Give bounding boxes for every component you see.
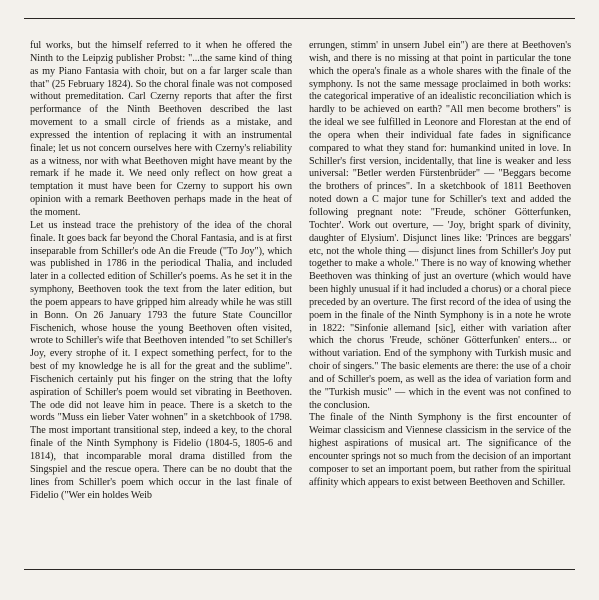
left-column [30,40,292,502]
left-paragraph-1: ful works, but the himself referred to it when he offered the Ninth to the Leipzig publisher Probst: "...the same kind of thing as my Piano Fantasia with choir, but on a far larger scale than that" (25 February 1824). So the choral finale was not composed without premeditation. Carl Czerny reports that after the first performance of the Ninth Beethoven described the last movement to a small circle of friends as a mistake, and expressed the intention of replacing it with an instrumental finale; let us not concern ourselves here with Czerny's reliability as a witness, nor with what Beethoven might have meant by the remark if he made it. We need only reflect on how great a temptation it must have been for Czerny to support his own opinion with a remark Beethoven perhaps made in the heat of the moment. [30,40,292,218]
bottom-rule [24,569,575,570]
left-paragraph-2: Let us instead trace the prehistory of the idea of the choral finale. It goes back far beyond the Choral Fantasia, and is at first inseparable from Schiller's ode An die Freude ("To Joy"), which was published in 1786 in the periodical Thalia, and included later in a collected edition of Schiller's poems. As he set it in the symphony, Beethoven took the text from the later edition, but the poem appears to have gripped him already while he was still in Bonn. On 26 January 1793 the future State Councillor Fischenich, whose house the young Beethoven often visited, wrote to Schiller's wife that Beethoven intended "to set Schiller's Joy, every strophe of it. I expect something perfect, for to the best of my knowledge he is all for the great and the sublime". Fischenich certainly put his finger on the string that the lofty aspiration of Schiller's poem would set vibrating in Beethoven. The ode did not leave him in peace. There is a sketch to the words "Muss ein lieber Vater wohnen" in a sketchbook of 1798. The most important transitional step, indeed a key, to the choral finale of the Ninth Symphony is Fidelio (1804-5, 1805-6 and 1814), that incomparable moral drama distilled from the Singspiel and the rescue opera. There can be no doubt that the lines from Schiller's poem which occur in the last finale of Fidelio ("Wer ein holdes Weib [30,219,292,501]
right-paragraph-1: errungen, stimm' in unsern Jubel ein") are there at Beethoven's wish, and there is no missing at that point in particular the tone which the opera's finale as a whole shares with the finale of the symphony. Is not the same message proclaimed in both works: the categorical imperative of an idealistic reconciliation which is hardly to be achieved on earth? "All men become brothers" is the ideal we see fulfilled in Leonore and Florestan at the end of the opera when their individual fate fades in significance compared to what they stand for: humankind united in love. In Schiller's first version, incidentally, that line is weaker and less universal: "Betler werden Fürstenbrüder" — "Beggars become the brothers of princes". In a sketchbook of 1811 Beethoven noted down a C major tune for Schiller's text and added the following pregnant note: "Freude, schöner Götterfunken, Tochter'. Work out overture, — 'Joy, bright spark of divinity, daughter of Elysium'. Disjunct lines like: 'Princes are beggars' etc, not the whole thing — disjunct lines from Schiller's Joy put together to make a whole." There is no way of knowing whether Beethoven was thinking of just an overture (which would have been highly unusual if it had included a chorus) or a choral piece preceded by an overture. The first record of the idea of using the poem in the finale of the Ninth Symphony is in a note he wrote in 1822: "Sinfonie allemand [sic], either with variation after which the chorus 'Freude, schöner Götterfunken' enters... or without variation. End of the symphony with Turkish music and choir of singers." The basic elements are there: the use of a choir and of Schiller's poem, as well as the idea of variation form and the "Turkish music" — which in the event was not confined to the conclusion. [309,40,571,411]
top-rule [24,18,575,19]
right-paragraph-2: The finale of the Ninth Symphony is the first encounter of Weimar classicism and Viennese classicism in the service of the highest aspirations of musical art. The significance of the encounter springs not so much from the decision of an important composer to set an important poem, but rather from the spiritual affinity which appears to exist between Beethoven and Schiller. [309,412,571,488]
right-column [309,40,571,490]
